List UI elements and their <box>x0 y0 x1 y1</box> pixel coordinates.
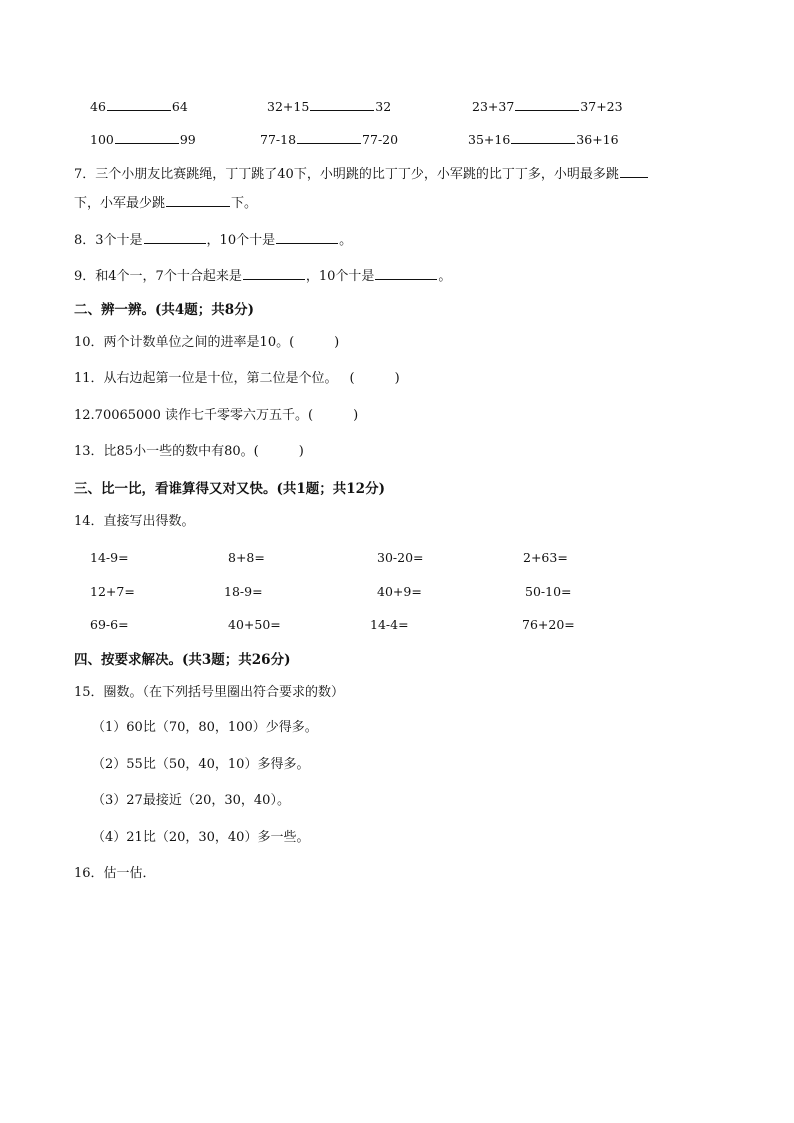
answer-paren-close: ) <box>298 444 304 459</box>
compare-right: 37+23 <box>580 99 623 114</box>
question-text: 10．两个计数单位之间的进率是10。 <box>74 335 290 350</box>
answer-paren-close: ) <box>353 408 359 423</box>
compare-left: 46 <box>90 99 106 114</box>
question-7 <box>74 163 649 184</box>
compare-right: 32 <box>375 99 392 114</box>
question-text: 。 <box>438 269 452 284</box>
question-13 <box>74 443 304 461</box>
circle-item: （4）21比（20，30，40）多一些。 <box>92 830 310 845</box>
compare-item <box>90 129 196 149</box>
question-text: 12.70065000 读作七千零零六万五千。 <box>74 408 308 423</box>
arithmetic-item: 2+63= <box>523 550 568 565</box>
question-text: ，10个十是 <box>305 269 375 284</box>
answer-blank[interactable] <box>276 229 338 244</box>
answer-blank[interactable] <box>297 129 361 144</box>
answer-blank[interactable] <box>310 96 374 111</box>
question-10 <box>74 334 339 352</box>
compare-left: 23+37 <box>472 99 515 114</box>
compare-item <box>267 96 391 116</box>
question-text: 下。 <box>231 196 258 211</box>
answer-paren-open: ( <box>307 408 314 423</box>
compare-right: 36+16 <box>576 132 619 147</box>
answer-blank[interactable] <box>515 96 579 111</box>
arithmetic-item: 30-20= <box>377 550 424 565</box>
question-14: 14．直接写出得数。 <box>74 514 195 529</box>
question-text: 7．三个小朋友比赛跳绳，丁丁跳了40下，小明跳的比丁丁少，小军跳的比丁丁多，小明最多跳 <box>74 167 619 182</box>
question-text: 下，小军最少跳 <box>74 196 166 211</box>
compare-item <box>260 129 398 149</box>
compare-left: 100 <box>90 132 114 147</box>
compare-item <box>472 96 623 116</box>
compare-right: 77-20 <box>362 132 399 147</box>
question-text: 13．比85小一些的数中有80。 <box>74 444 254 459</box>
answer-blank[interactable] <box>115 129 179 144</box>
question-text: 11．从右边起第一位是十位，第二位是个位。 <box>74 371 338 386</box>
section-heading: 三、比一比，看谁算得又对又快。(共1题；共12分) <box>74 481 385 497</box>
answer-blank[interactable] <box>511 129 575 144</box>
question-text: 9．和4个一，7个十合起来是 <box>74 269 242 284</box>
question-16: 16．估一估． <box>74 866 156 881</box>
question-9 <box>74 265 451 286</box>
section-heading: 四、按要求解决。(共3题；共26分) <box>74 652 291 668</box>
question-text: 。 <box>339 233 353 248</box>
question-12 <box>74 407 358 425</box>
arithmetic-item: 14-9= <box>90 550 129 565</box>
compare-right: 99 <box>179 132 196 147</box>
answer-blank[interactable] <box>243 265 305 280</box>
arithmetic-item: 50-10= <box>525 584 572 599</box>
answer-blank[interactable] <box>166 192 230 207</box>
compare-item <box>90 96 188 116</box>
answer-blank[interactable] <box>144 229 206 244</box>
compare-left: 77-18 <box>260 132 297 147</box>
compare-left: 35+16 <box>468 132 511 147</box>
compare-left: 32+15 <box>267 99 310 114</box>
question-text: 8．3个十是 <box>74 233 143 248</box>
answer-paren-close: ) <box>394 371 400 386</box>
answer-blank[interactable] <box>107 96 171 111</box>
answer-paren-open: ( <box>289 335 295 350</box>
arithmetic-item: 18-9= <box>224 584 263 599</box>
circle-item: （1）60比（70，80，100）少得多。 <box>92 720 318 735</box>
question-11 <box>74 370 400 388</box>
arithmetic-item: 69-6= <box>90 617 129 632</box>
circle-item: （3）27最接近（20，30，40）。 <box>92 793 290 808</box>
answer-paren-open: ( <box>253 444 259 459</box>
arithmetic-item: 8+8= <box>228 550 265 565</box>
section-heading: 二、辨一辨。(共4题；共8分) <box>74 302 255 318</box>
arithmetic-item: 14-4= <box>370 617 409 632</box>
question-text: ，10个十是 <box>206 233 276 248</box>
arithmetic-item: 40+9= <box>377 584 422 599</box>
question-15: 15．圈数。（在下列括号里圈出符合要求的数） <box>74 685 345 700</box>
compare-right: 64 <box>171 99 188 114</box>
answer-blank[interactable] <box>375 265 437 280</box>
question-8 <box>74 229 352 250</box>
question-7-cont <box>74 192 257 213</box>
arithmetic-item: 12+7= <box>90 584 135 599</box>
compare-item <box>468 129 619 149</box>
arithmetic-item: 40+50= <box>228 617 281 632</box>
arithmetic-item: 76+20= <box>522 617 575 632</box>
answer-paren-close: ) <box>334 335 340 350</box>
circle-item: （2）55比（50，40，10）多得多。 <box>92 757 310 772</box>
answer-blank[interactable] <box>620 163 648 178</box>
answer-paren-open: ( <box>349 371 355 386</box>
